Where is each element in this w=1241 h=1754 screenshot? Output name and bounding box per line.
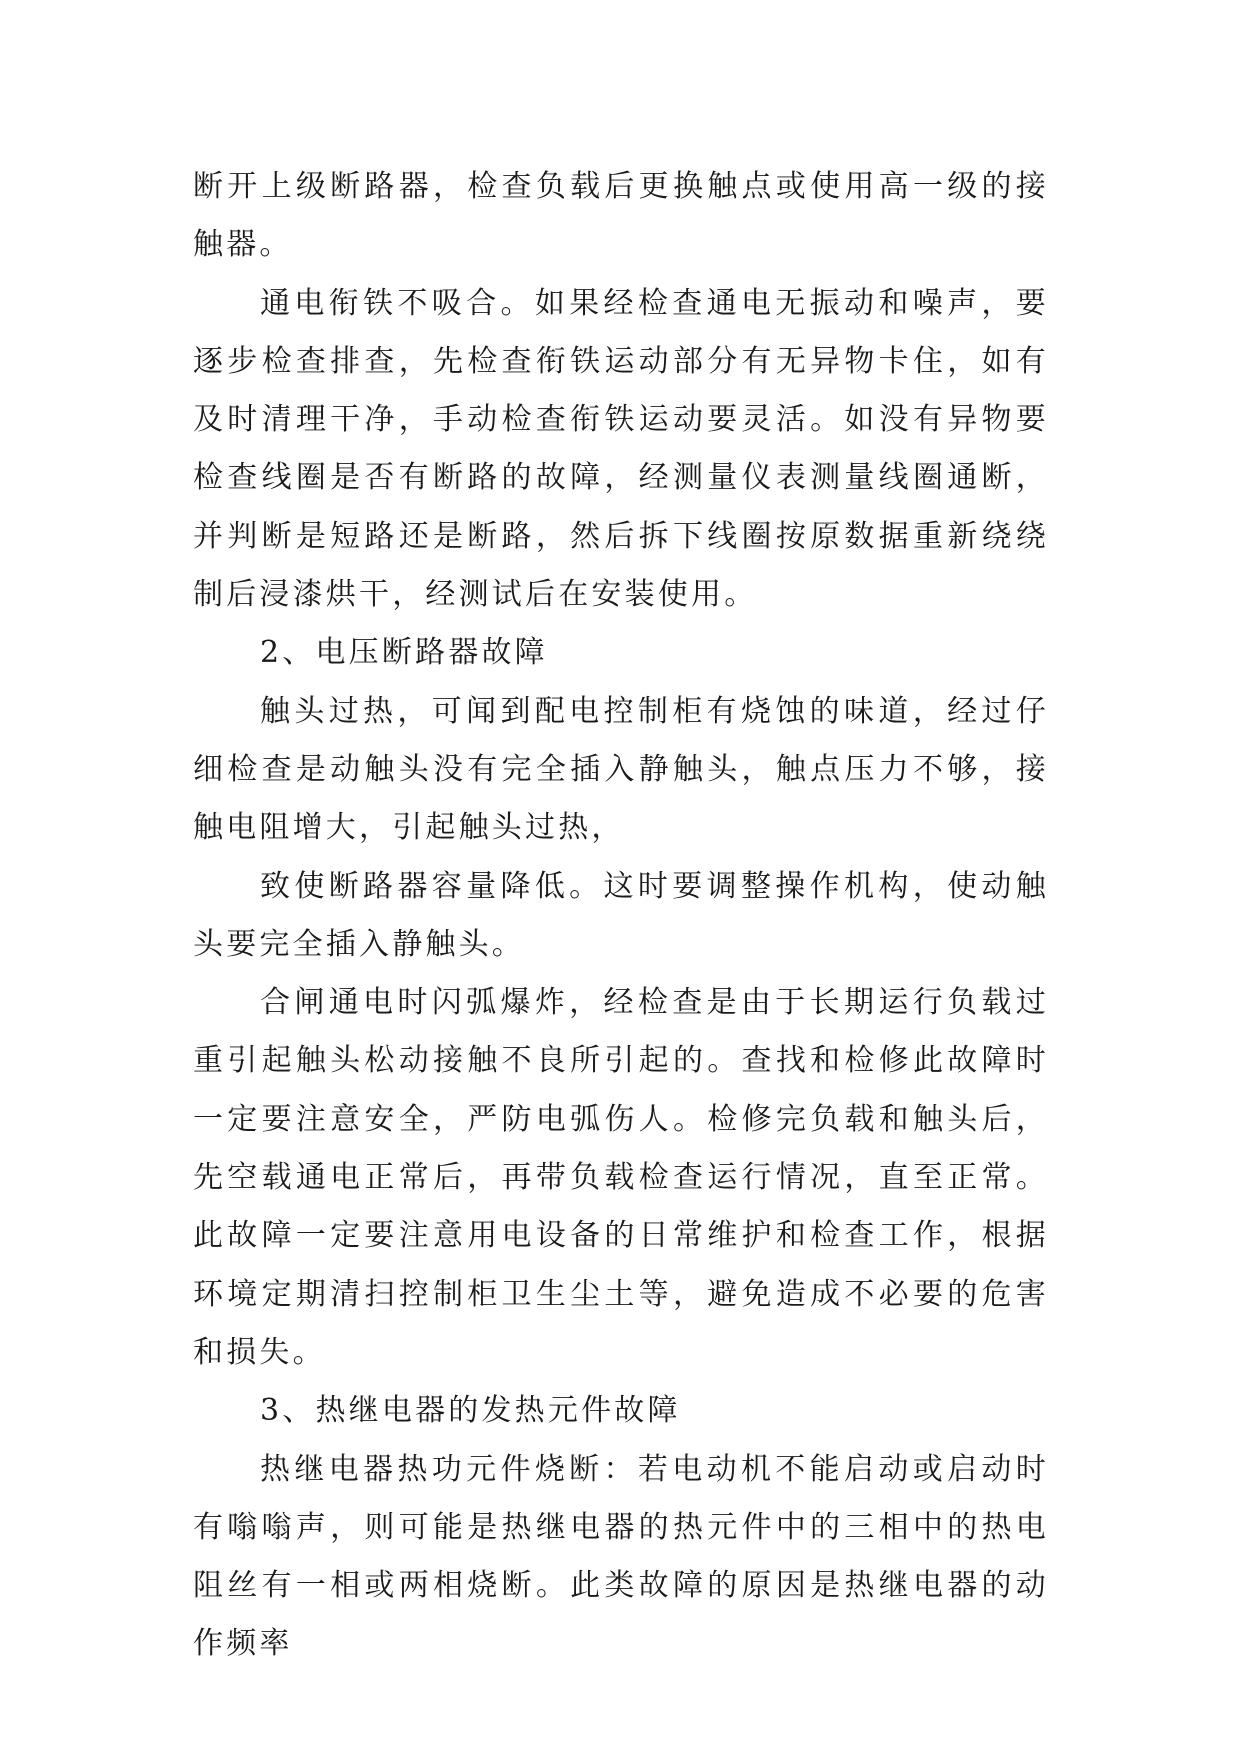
paragraph-thermal-element-burnout: 热继电器热功元件烧断：若电动机不能启动或启动时有嗡嗡声，则可能是热继电器的热元件中的三相中的热电阻丝有一相或两相烧断。此类故障的原因是热继电器的动作频率 <box>193 1451 1049 1662</box>
paragraph-closing-arc-explosion: 合闸通电时闪弧爆炸，经检查是由于长期运行负载过重引起触头松动接触不良所引起的。查找和检修此故障时一定要注意安全，严防电弧伤人。检修完负载和触头后，先空载通电正常后，再带负载检查运行情况，直至正常。此故障一定要注意用电设备的日常维护和检查工作，根据环境定期清扫控制柜卫生尘土等，避免造成不必要的危害和损失。 <box>193 985 1049 1370</box>
section-heading-thermal-relay-fault: 3、热继电器的发热元件故障 <box>260 1393 681 1429</box>
section-heading-voltage-breaker-fault: 2、电压断路器故障 <box>260 635 548 671</box>
paragraph-contactor-replacement: 断开上级断路器，检查负载后更换触点或使用高一级的接触器。 <box>193 169 1049 263</box>
paragraph-armature-not-pulling-in: 通电衔铁不吸合。如果经检查通电无振动和噪声，要逐步检查排查，先检查衔铁运动部分有无异物卡住，如有及时清理干净，手动检查衔铁运动要灵活。如没有异物要检查线圈是否有断路的故障，经测量仪表测量线圈通断，并判断是短路还是断路，然后拆下线圈按原数据重新绕绕制后浸漆烘干，经测试后在安装使用。 <box>193 285 1049 613</box>
paragraph-contact-overheating: 触头过热，可闻到配电控制柜有烧蚀的味道，经过仔细检查是动触头没有完全插入静触头，触点压力不够，接触电阻增大，引起触头过热， <box>193 693 1049 846</box>
paragraph-breaker-capacity-reduced: 致使断路器容量降低。这时要调整操作机构，使动触头要完全插入静触头。 <box>193 868 1049 962</box>
document-body <box>193 158 1049 1674</box>
